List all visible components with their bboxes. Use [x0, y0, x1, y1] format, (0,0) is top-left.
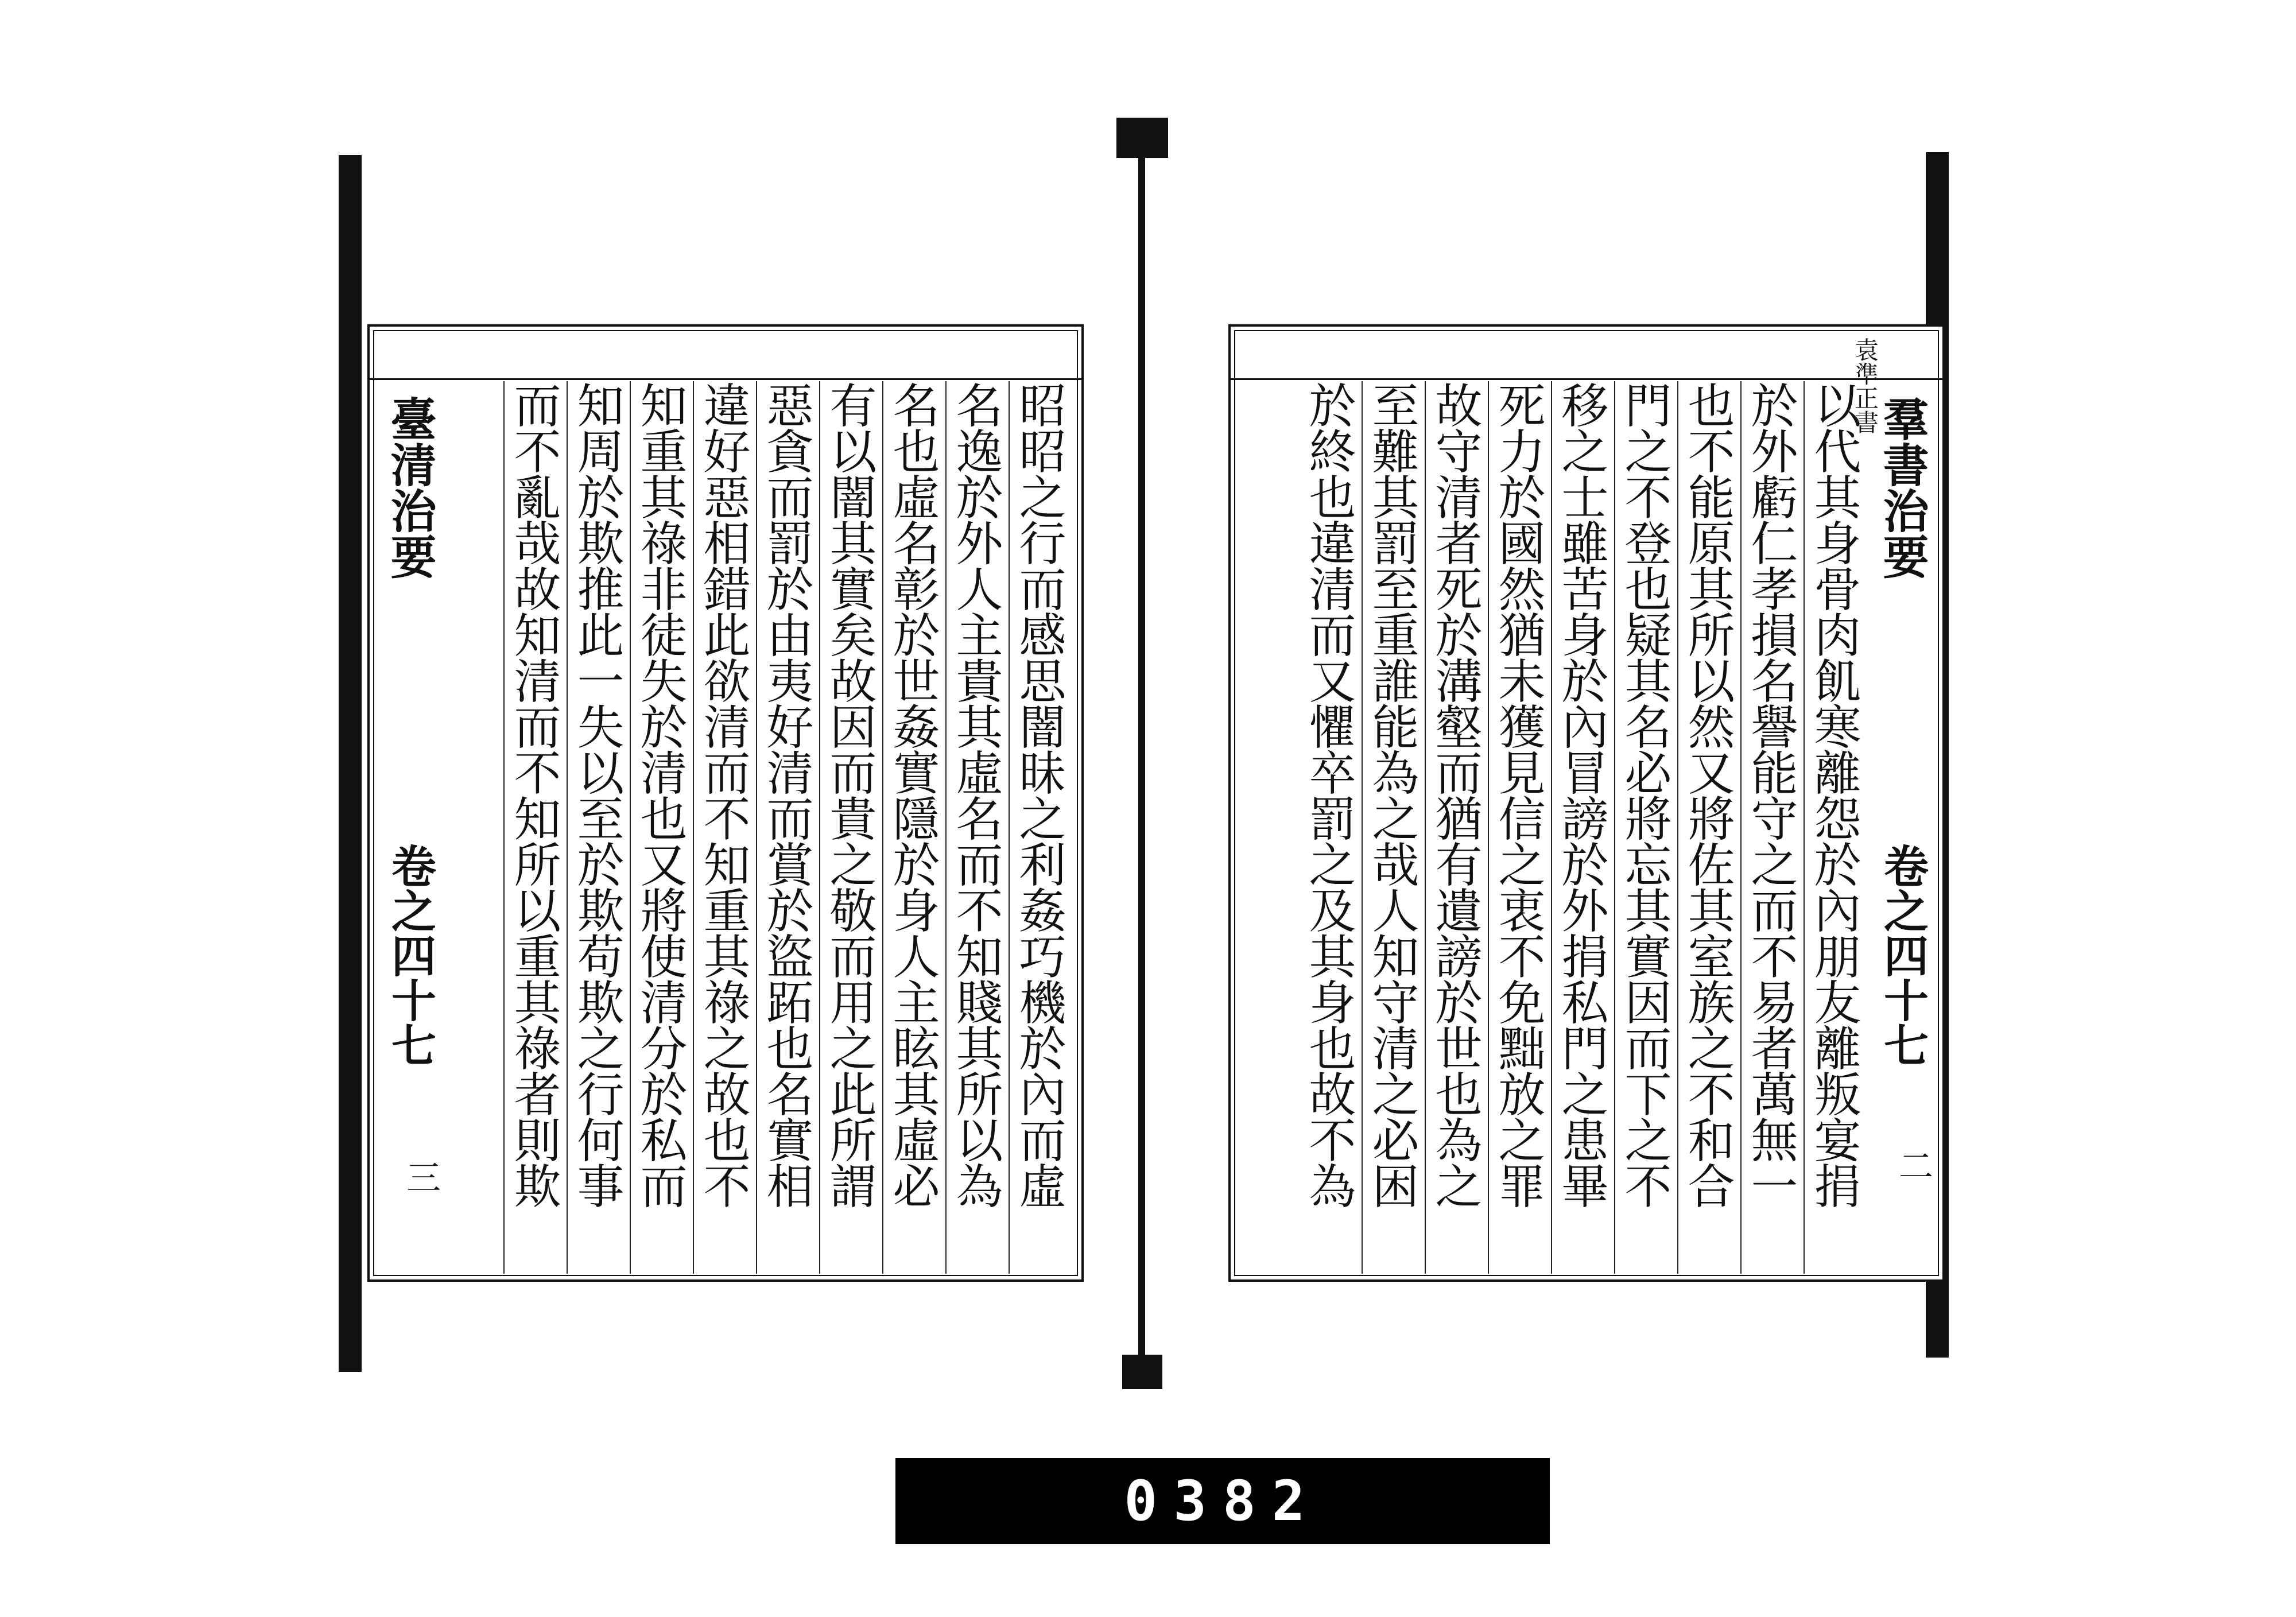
column-rule [630, 381, 631, 1274]
column-rule [945, 381, 947, 1274]
text-column: 名逸於外人主貴其虛名而不知賤其所以為 [948, 381, 1003, 1208]
text-column: 死力於國然猶未獲見信之衷不免黜放之罪 [1491, 381, 1545, 1208]
column-rule [1425, 381, 1426, 1274]
text-column: 移之士雖苦身於內冒謗於外捐私門之患畢 [1554, 381, 1608, 1208]
text-column: 於終也違清而又懼卒罰之及其身也故不為 [1301, 381, 1356, 1208]
column-rule [567, 381, 568, 1274]
column-rule [882, 381, 883, 1274]
archive-number-stamp [895, 1458, 1550, 1544]
column-rule [1009, 381, 1010, 1274]
margin-chapter-label: 卷之四十七 [1876, 843, 1929, 1067]
column-rule [503, 381, 505, 1274]
margin-book-title: 臺清治要 [383, 395, 437, 579]
margin-chapter-label: 卷之四十七 [384, 843, 436, 1067]
text-column: 至難其罰至重誰能為之哉人知守清之必困 [1364, 381, 1419, 1208]
column-rule [1614, 381, 1615, 1274]
column-rule [1804, 381, 1805, 1274]
left-page-header-band [370, 327, 1081, 380]
section-label: 袁準正書 [1851, 338, 1879, 434]
column-rule [1488, 381, 1489, 1274]
text-column: 也不能原其所以然又將佐其室族之不和合 [1680, 381, 1735, 1208]
binding-bottom-block [1122, 1355, 1162, 1389]
margin-book-title: 羣書治要 [1875, 395, 1929, 579]
text-column: 故守清者死於溝壑而猶有遺謗於世也為之 [1428, 381, 1482, 1208]
column-rule [756, 381, 757, 1274]
column-rule [1362, 381, 1363, 1274]
text-column: 以代其身骨肉飢寒離怨於內朋友離叛宴捐 [1806, 381, 1861, 1208]
text-column: 有以闇其實矣故因而貴之敬而用之此所謂 [822, 381, 876, 1208]
left-page [367, 324, 1084, 1282]
text-column: 名也虛名彰於世姦實隱於身人主眩其虛必 [885, 381, 940, 1208]
right-page-number: 二 [1893, 1148, 1933, 1182]
text-column: 知周於欺推此一失以至於欺苟欺之行何事 [569, 381, 624, 1208]
binding-spine-line [1138, 118, 1145, 1381]
binding-top-block [1116, 118, 1168, 158]
column-rule [819, 381, 820, 1274]
text-column: 於外虧仁孝損名譽能守之而不易者萬無一 [1743, 381, 1798, 1208]
archive-number: 0382 [1124, 1469, 1321, 1533]
column-rule [1740, 381, 1742, 1274]
column-rule [693, 381, 694, 1274]
text-column: 而不亂哉故知清而不知所以重其祿者則欺 [506, 381, 561, 1208]
text-column: 昭昭之行而感思闇昧之利姦巧機於內而虛 [1011, 381, 1066, 1208]
column-rule [1677, 381, 1678, 1274]
left-page-edge [339, 155, 362, 1372]
text-column: 惡貪而罰於由夷好清而賞於盜跖也名實相 [759, 381, 813, 1208]
left-page-number: 三 [401, 1160, 441, 1194]
right-page-header-band [1231, 327, 1942, 380]
text-column: 知重其祿非徒失於清也又將使清分於私而 [633, 381, 687, 1208]
text-column: 違好惡相錯此欲清而不知重其祿之故也不 [696, 381, 750, 1208]
column-rule [1551, 381, 1552, 1274]
right-page [1228, 324, 1945, 1282]
text-column: 門之不登也疑其名必將忘其實因而下之不 [1617, 381, 1671, 1208]
